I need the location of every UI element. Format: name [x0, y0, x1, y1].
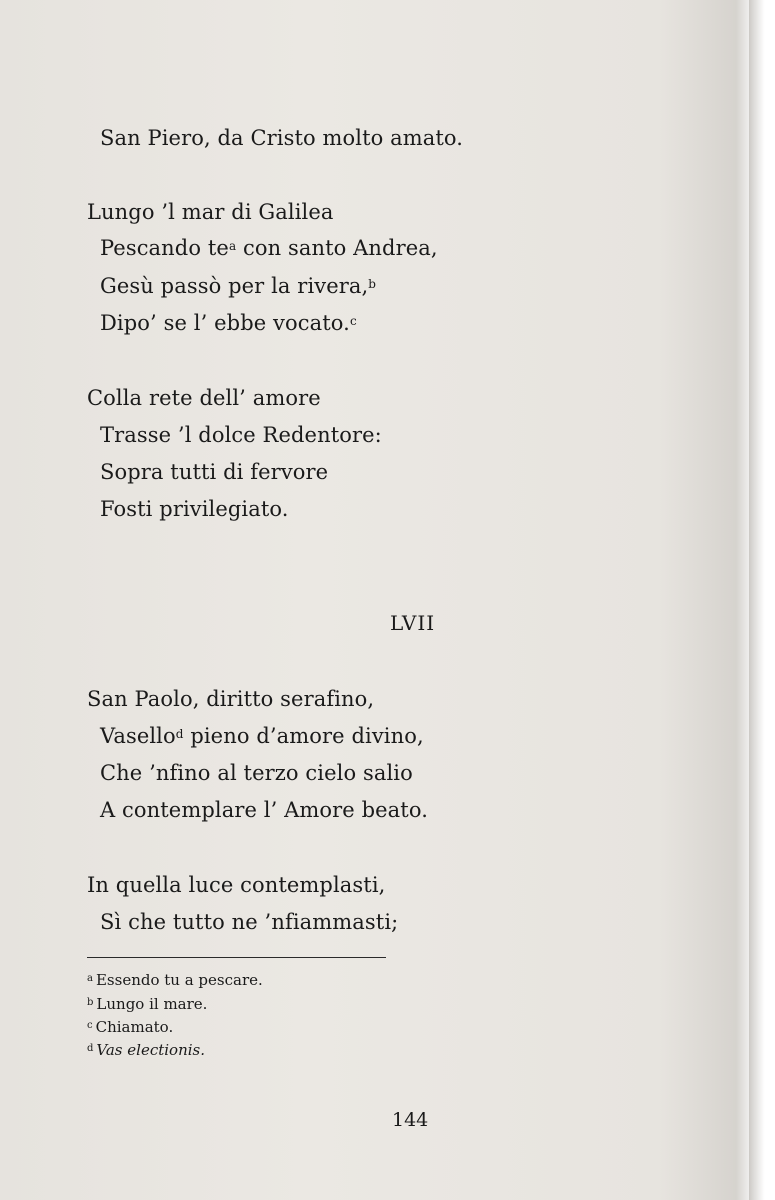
footnote-marker: a — [228, 239, 237, 253]
verse-line — [100, 796, 428, 824]
footnote-text: Lungo il mare. — [96, 995, 208, 1013]
verse-text: Che ’nfino al terzo cielo salio — [100, 761, 413, 785]
footnote-marker: b — [368, 277, 377, 291]
footnote-text: Essendo tu a pescare. — [95, 971, 263, 989]
verse-line — [87, 198, 334, 226]
verse-line — [100, 722, 424, 750]
footnote-marker: c — [349, 314, 357, 328]
verse-text: pieno d’amore divino, — [183, 724, 424, 748]
verse-line — [100, 309, 357, 337]
section-heading: LVII — [390, 611, 436, 635]
footnote-text: Vas electionis. — [96, 1041, 206, 1059]
page-edge — [749, 0, 775, 1200]
verse-text: Gesù passò per la rivera, — [100, 274, 369, 298]
footnote-marker: d — [175, 727, 184, 741]
verse-line — [100, 421, 382, 449]
verse-line — [100, 272, 376, 300]
verse-text: A contemplare l’ Amore beato. — [100, 798, 428, 822]
verse-text: Lungo ’l mar di Galilea — [87, 200, 334, 224]
footnote-mark: b — [87, 997, 94, 1008]
verse-text: San Piero, da Cristo molto amato. — [100, 126, 464, 150]
footnote-mark: c — [87, 1020, 93, 1031]
footnote — [87, 1017, 173, 1037]
verse-line — [100, 495, 289, 523]
verse-line — [87, 871, 385, 899]
verse-line — [87, 384, 321, 412]
footnote — [87, 1040, 205, 1060]
verse-text: Sì che tutto ne ’nfiammasti; — [100, 910, 399, 934]
verse-text: Vasello — [100, 724, 176, 748]
verse-text: Trasse ’l dolce Redentore: — [100, 423, 382, 447]
verse-line — [100, 234, 438, 262]
verse-text: Dipo’ se l’ ebbe vocato. — [100, 311, 350, 335]
verse-line — [87, 685, 374, 713]
footnote — [87, 994, 207, 1014]
verse-line — [100, 124, 463, 152]
footnote-mark: d — [87, 1043, 94, 1054]
verse-line — [100, 908, 398, 936]
verse-text: Sopra tutti di fervore — [100, 460, 329, 484]
footnote-mark: a — [87, 973, 93, 984]
verse-line — [100, 458, 328, 486]
page-number: 144 — [392, 1109, 429, 1131]
verse-text: con santo Andrea, — [236, 236, 438, 260]
footnote-text: Chiamato. — [95, 1018, 174, 1036]
verse-line — [100, 759, 413, 787]
verse-text: San Paolo, diritto serafino, — [87, 687, 375, 711]
footnote-rule — [87, 957, 386, 958]
verse-text: In quella luce contemplasti, — [87, 873, 386, 897]
verse-text: Pescando te — [100, 236, 229, 260]
verse-text: Fosti privilegiato. — [100, 497, 289, 521]
footnote — [87, 970, 263, 990]
verse-text: Colla rete dell’ amore — [87, 386, 321, 410]
